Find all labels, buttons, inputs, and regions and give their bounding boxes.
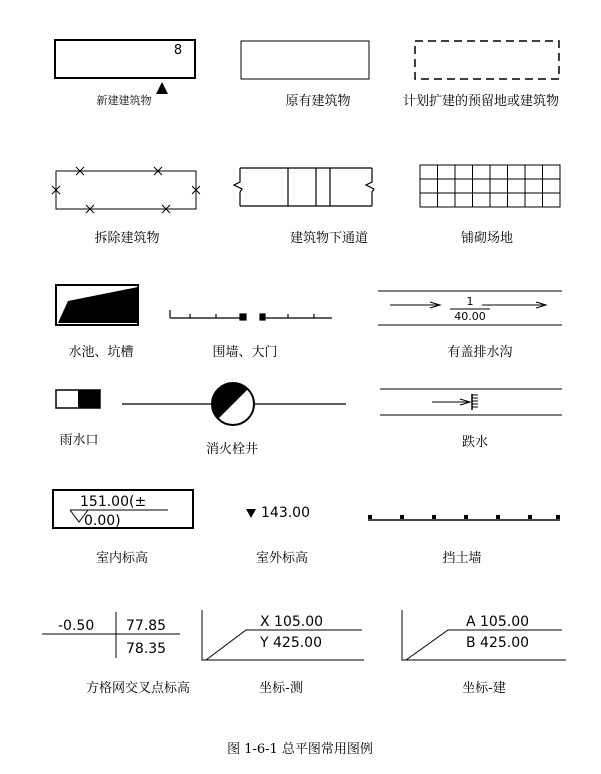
grid-intersection-left: -0.50 [58,618,95,634]
fire-hydrant-symbol [120,382,348,428]
build-coordinate-label: 坐标-建 [462,681,506,696]
paved-area-symbol [418,163,564,209]
indoor-elevation-value-bottom: 0.00) [84,513,121,529]
indoor-elevation-symbol [50,488,200,534]
outdoor-elevation-symbol [242,502,332,524]
grid-intersection-symbol [40,610,190,660]
fire-hydrant-label: 消火栓井 [205,442,259,457]
pool-trench-symbol [54,283,140,327]
retaining-wall-label: 挡土墙 [442,551,482,566]
build-coordinate-b: B 425.00 [466,635,530,651]
covered-drain-slope: 1 [466,295,474,308]
covered-drain-label: 有盖排水沟 [447,345,513,360]
underpass-symbol [232,160,382,212]
indoor-elevation-label: 室内标高 [95,551,149,566]
planned-area-label: 计划扩建的预留地或建筑物 [402,94,560,109]
survey-coordinate-y: Y 425.00 [260,635,322,651]
existing-building-label: 原有建筑物 [285,94,351,109]
planned-area-symbol [412,38,562,82]
drop-label: 跌水 [461,435,489,450]
pool-trench-label: 水池、坑槽 [68,345,134,360]
grid-intersection-label: 方格网交叉点标高 [85,681,191,696]
build-coordinate-symbol [398,606,570,664]
survey-coordinate-x: X 105.00 [260,614,324,630]
retaining-wall-symbol [364,510,564,524]
new-building-label: 新建建筑物 [96,94,152,107]
covered-drain-symbol [376,285,564,331]
figure-caption: 图 1-6-1 总平图常用图例 [227,742,373,757]
covered-drain-elevation: 40.00 [454,310,486,323]
survey-coordinate-label: 坐标-测 [259,681,303,696]
outdoor-elevation-label: 室外标高 [255,551,309,566]
grid-intersection-right-top: 77.85 [126,618,167,634]
new-building-symbol [50,38,200,100]
wall-gate-label: 围墙、大门 [212,345,278,360]
new-building-floors: 8 [173,43,183,58]
wall-gate-symbol [164,304,334,326]
demolished-building-symbol [50,163,202,217]
drop-symbol [378,385,564,421]
grid-intersection-right-bottom: 78.35 [126,641,167,657]
outdoor-elevation-value: 143.00 [261,505,310,521]
outdoor-elevation-triangle-icon [246,509,256,518]
demolished-building-label: 拆除建筑物 [94,231,160,246]
rain-inlet-symbol [54,388,104,412]
underpass-label: 建筑物下通道 [289,231,369,246]
paved-area-label: 铺砌场地 [460,231,514,246]
indoor-elevation-value-top: 151.00(± [80,494,147,510]
new-building-entrance-triangle [156,82,168,94]
build-coordinate-a: A 105.00 [466,614,530,630]
survey-coordinate-symbol [198,606,368,664]
existing-building-symbol [238,38,372,82]
rain-inlet-label: 雨水口 [59,433,99,448]
